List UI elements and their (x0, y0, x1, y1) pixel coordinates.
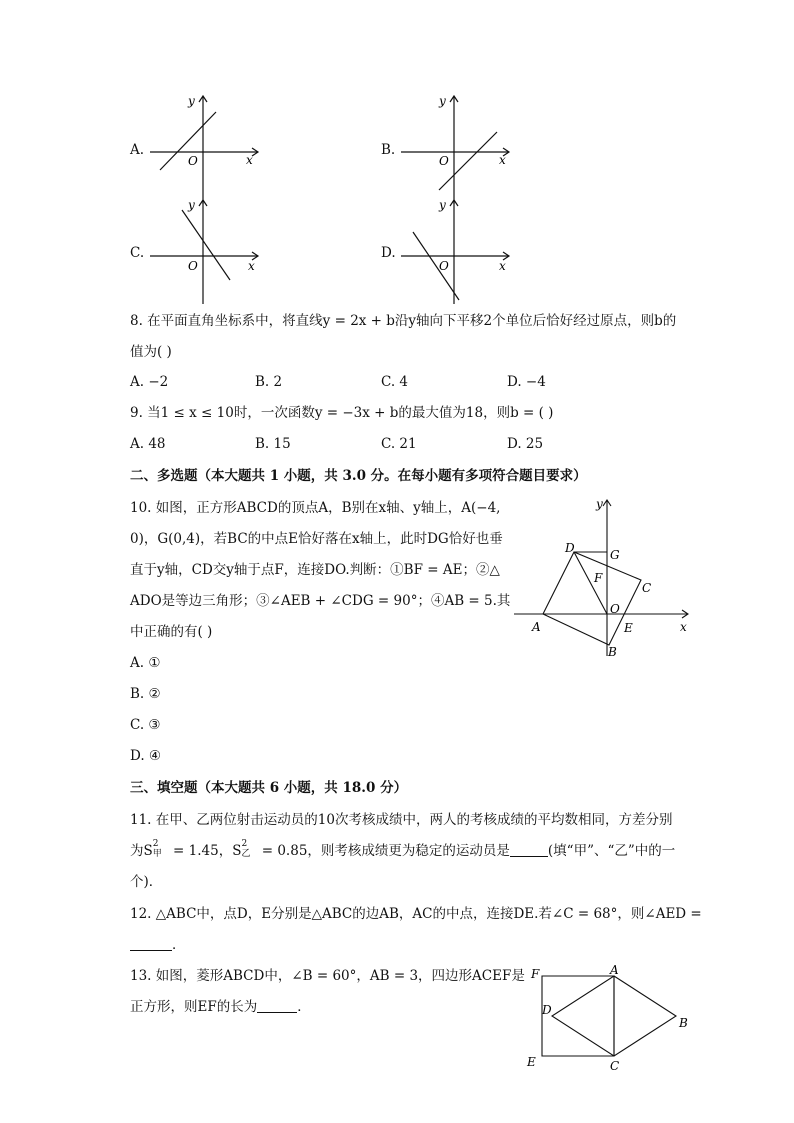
q11-line1: 11. 在甲、乙两位射击运动员的10次考核成绩中，两人的考核成绩的平均数相同，方差分别 (130, 812, 673, 828)
q8-option-d: D. −4 (507, 374, 546, 390)
graph-b-origin-label: O (439, 154, 449, 168)
q10-fig-d: D (565, 541, 575, 555)
q10-option-d: D. ④ (130, 748, 162, 764)
q8-option-b: B. 2 (255, 374, 283, 390)
q13-line2-row (130, 997, 311, 1017)
q10-fig-f: F (594, 571, 603, 585)
graph-d-y-label: y (439, 198, 446, 212)
q8-line2: 值为( ) (130, 344, 172, 360)
q9-option-a: A. 48 (130, 436, 166, 452)
q11-variance-a-s: 为S (130, 843, 153, 859)
graph-a-y-label: y (188, 94, 195, 108)
graph-option-a-label: A. (130, 142, 145, 158)
graph-d-origin-label: O (439, 259, 449, 273)
q10-option-c: C. ③ (130, 717, 161, 733)
section-2-title: 二、多选题（本大题共 1 小题，共 3.0 分。在每小题有多项符合题目要求） (130, 468, 587, 484)
q10-option-b: B. ② (130, 686, 161, 702)
q9-line1: 9. 当1 ≤ x ≤ 10时，一次函数y = −3x + b的最大值为18，则b = ( ) (130, 405, 554, 421)
q11-variance-b-sub: 乙 (241, 849, 251, 859)
q10-fig-y: y (596, 497, 603, 511)
q9-option-d: D. 25 (507, 436, 544, 452)
q10-option-a: A. ① (130, 655, 161, 671)
q10-line4: ADO是等边三角形；③∠AEB + ∠CDG = 90°；④AB = 5.其 (130, 593, 511, 609)
q11-variance-a-exp: 2 (152, 839, 159, 849)
q13-line2b: ． (297, 999, 311, 1015)
q11-variance-b-exp: 2 (241, 839, 248, 849)
q12-line2-row (130, 935, 186, 955)
q13-fig-d: D (542, 1003, 552, 1017)
q11-hint: (填“甲”、“乙”中的一 (547, 843, 676, 859)
q9-option-b: B. 15 (255, 436, 291, 452)
q10-fig-a: A (532, 620, 541, 634)
graph-b-x-label: x (499, 153, 506, 167)
q8-line1: 8. 在平面直角坐标系中，将直线y = 2x + b沿y轴向下平移2个单位后恰好经过原点，则b的 (130, 313, 677, 329)
q10-fig-o: O (610, 602, 620, 616)
graph-option-b-label: B. (381, 142, 396, 158)
graph-c-y-label: y (188, 198, 195, 212)
q13-fig-b: B (679, 1016, 688, 1030)
q11-line3: 个)． (130, 874, 163, 890)
q10-fig-c: C (642, 581, 652, 595)
q11-variance-b-value: = 0.85，则考核成绩更为稳定的运动员是 (257, 843, 510, 859)
graph-a-origin-label: O (188, 154, 198, 168)
graph-d-x-label: x (499, 259, 506, 273)
graph-d (399, 196, 519, 308)
section-3-title: 三、填空题（本大题共 6 小题，共 18.0 分） (130, 780, 408, 796)
q11-variance-a-value: = 1.45，S (168, 843, 242, 859)
q11-variance-a-sub: 甲 (152, 849, 162, 859)
graph-b (399, 92, 519, 207)
q10-line1: 10. 如图，正方形ABCD的顶点A，B别在x轴、y轴上，A(−4, (130, 500, 501, 516)
q9-option-c: C. 21 (381, 436, 417, 452)
graph-c (148, 196, 268, 308)
q13-fig-f: F (531, 967, 540, 981)
q13-line2a: 正方形，则EF的长为 (130, 999, 258, 1015)
q8-option-c: C. 4 (381, 374, 409, 390)
q10-line3: 直于y轴，CD交y轴于点F，连接DO.判断：①BF = AE；②△ (130, 562, 500, 578)
q11-line2 (130, 841, 675, 861)
q13-fig-a: A (610, 963, 619, 977)
q13-line1: 13. 如图，菱形ABCD中，∠B = 60°，AB = 3，四边形ACEF是 (130, 968, 525, 984)
graph-option-d-label: D. (381, 245, 396, 261)
q10-figure (512, 494, 694, 660)
graph-c-x-label: x (248, 259, 255, 273)
graph-c-origin-label: O (188, 259, 198, 273)
q8-option-a: A. −2 (130, 374, 169, 390)
q13-fig-e: E (527, 1055, 536, 1069)
q10-fig-g: G (610, 548, 620, 562)
q10-line2: 0)，G(0,4)，若BC的中点E恰好落在x轴上，此时DG恰好也垂 (130, 531, 503, 547)
graph-b-y-label: y (439, 94, 446, 108)
graph-a-x-label: x (246, 153, 253, 167)
graph-a (148, 92, 268, 207)
q12-answer-blank[interactable] (130, 936, 172, 951)
graph-option-c-label: C. (130, 245, 145, 261)
q10-fig-x: x (680, 620, 687, 634)
q10-line5: 中正确的有( ) (130, 624, 213, 640)
q13-fig-c: C (610, 1059, 620, 1073)
q13-answer-blank[interactable] (257, 998, 297, 1013)
q10-fig-e: E (624, 621, 633, 635)
q12-line1: 12. △ABC中，点D，E分别是△ABC的边AB，AC的中点，连接DE.若∠C = 68°，则∠AED = (130, 906, 702, 922)
q12-line2: ． (172, 937, 186, 953)
q13-figure (522, 962, 702, 1074)
q11-answer-blank[interactable] (510, 842, 548, 857)
q10-fig-b: B (608, 645, 617, 659)
